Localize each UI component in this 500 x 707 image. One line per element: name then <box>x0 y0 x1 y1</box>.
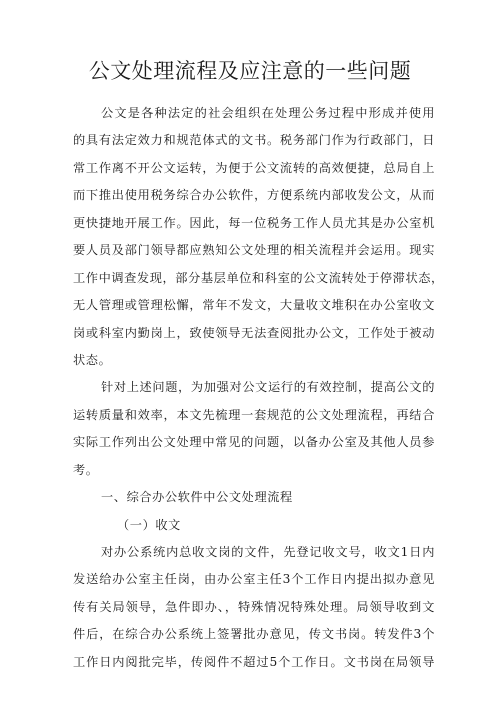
body-text-line: 对办公系统内总收文岗的文件，先登记收文号，收文1日内 <box>101 545 435 559</box>
body-text-line: 工作日内阅批完毕，传阅件不超过5个工作日。文书岗在局领导 <box>73 654 435 669</box>
document-body <box>73 100 444 676</box>
section-heading: 一、综合办公软件中公文处理流程 <box>101 490 293 505</box>
document-title: 公文处理流程及应注意的一些问题 <box>88 59 412 83</box>
body-text-line: 而下推出使用税务综合办公软件，方便系统内部收发公文，从而 <box>73 188 435 203</box>
body-text-line: 常工作离不开公文运转，为便于公文流转的高效便捷，总局自上 <box>73 160 435 175</box>
body-text-line: 岗或科室内勤岗上，致使领导无法查阅批办公文，工作处于被动 <box>73 325 435 340</box>
body-text-line: 更快捷地开展工作。因此，每一位税务工作人员尤其是办公室机 <box>73 215 435 230</box>
body-text-line: 无人管理或管理松懈，常年不发文，大量收文堆积在办公室收文 <box>73 298 435 313</box>
body-text-line: 公文是各种法定的社会组织在处理公务过程中形成并使用 <box>101 106 435 120</box>
body-text-line: 的具有法定效力和规范体式的文书。税务部门作为行政部门，日 <box>73 133 435 148</box>
body-text-line: 发送给办公室主任岗，由办公室主任3个工作日内提出拟办意见 <box>73 572 435 587</box>
subsection-heading: （一）收文 <box>117 517 181 532</box>
body-text-line: 运转质量和效率，本文先梳理一套规范的公文处理流程，再结合 <box>73 407 435 422</box>
body-text-line: 工作中调查发现，部分基层单位和科室的公文流转处于停滞状态， <box>73 270 444 285</box>
body-text-line: 考。 <box>73 462 99 477</box>
body-text-line: 实际工作列出公文处理中常见的问题，以备办公室及其他人员参 <box>73 435 435 450</box>
body-text-line: 传有关局领导，急件即办、，特殊情况特殊处理。局领导收到文 <box>73 599 435 614</box>
body-text-line: 要人员及部门领导都应熟知公文处理的相关流程并会运用。现实 <box>73 243 435 258</box>
body-text-line: 针对上述问题，为加强对公文运行的有效控制，提高公文的 <box>101 380 435 395</box>
body-text-line: 状态。 <box>73 352 112 367</box>
body-text-line: 件后，在综合办公系统上签署批办意见，传文书岗。转发件3个 <box>73 627 435 642</box>
